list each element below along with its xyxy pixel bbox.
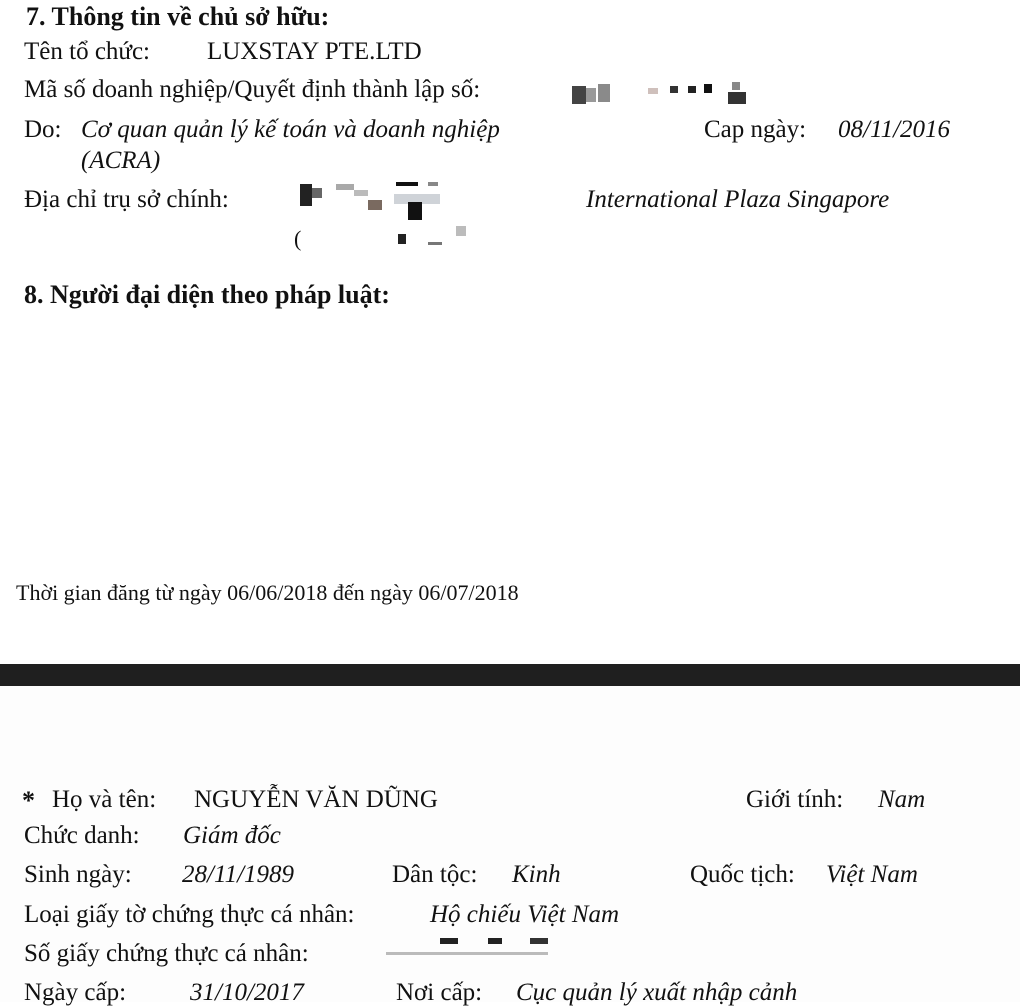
address-line2-fragment: ( (294, 226, 302, 251)
redacted-id-number (384, 936, 554, 962)
org-value: LUXSTAY PTE.LTD (207, 38, 422, 65)
title-value: Giám đốc (183, 822, 281, 849)
issuer-value-line1: Cơ quan quản lý kế toán và doanh nghiệp (81, 116, 500, 143)
id-issue-place-value: Cục quản lý xuất nhập cảnh (516, 979, 798, 1006)
title-label: Chức danh: (24, 822, 140, 849)
issue-date-label: Cap ngày: (704, 116, 807, 143)
issue-date-value: 08/11/2016 (838, 116, 951, 143)
required-asterisk: * (22, 786, 35, 815)
id-type-label: Loại giấy tờ chứng thực cá nhân: (24, 901, 355, 928)
address-label: Địa chỉ trụ sở chính: (24, 186, 229, 213)
page-divider-bar (0, 664, 1020, 686)
id-issue-date-value: 31/10/2017 (190, 979, 304, 1006)
dob-label: Sinh ngày: (24, 861, 132, 888)
section7-heading: 7. Thông tin về chủ sở hữu: (26, 2, 330, 31)
gender-value: Nam (878, 786, 926, 813)
ethnicity-label: Dân tộc: (392, 861, 478, 888)
id-type-value: Hộ chiếu Việt Nam (430, 901, 620, 928)
gender-label: Giới tính: (746, 786, 844, 813)
name-label: Họ và tên: (52, 786, 157, 813)
reg-number-label: Mã số doanh nghiệp/Quyết định thành lập số: (24, 76, 481, 103)
dob-value: 28/11/1989 (182, 861, 295, 888)
name-value: NGUYỄN VĂN DŨNG (194, 786, 438, 813)
id-issue-place-label: Nơi cấp: (396, 979, 483, 1006)
section8-heading: 8. Người đại diện theo pháp luật: (24, 280, 390, 309)
issuer-label: Do: (24, 116, 62, 143)
redacted-reg-number (570, 80, 770, 108)
nationality-label: Quốc tịch: (690, 861, 795, 888)
org-label: Tên tổ chức: (24, 38, 151, 65)
posting-period: Thời gian đăng từ ngày 06/06/2018 đến ngày 06/07/2018 (16, 580, 519, 605)
ethnicity-value: Kinh (512, 861, 561, 888)
address-value: International Plaza Singapore (586, 186, 890, 213)
id-issue-date-label: Ngày cấp: (24, 979, 127, 1006)
id-number-label: Số giấy chứng thực cá nhân: (24, 940, 309, 967)
redacted-address (298, 180, 478, 250)
nationality-value: Việt Nam (826, 861, 918, 888)
issuer-value-line2: (ACRA) (81, 147, 161, 174)
